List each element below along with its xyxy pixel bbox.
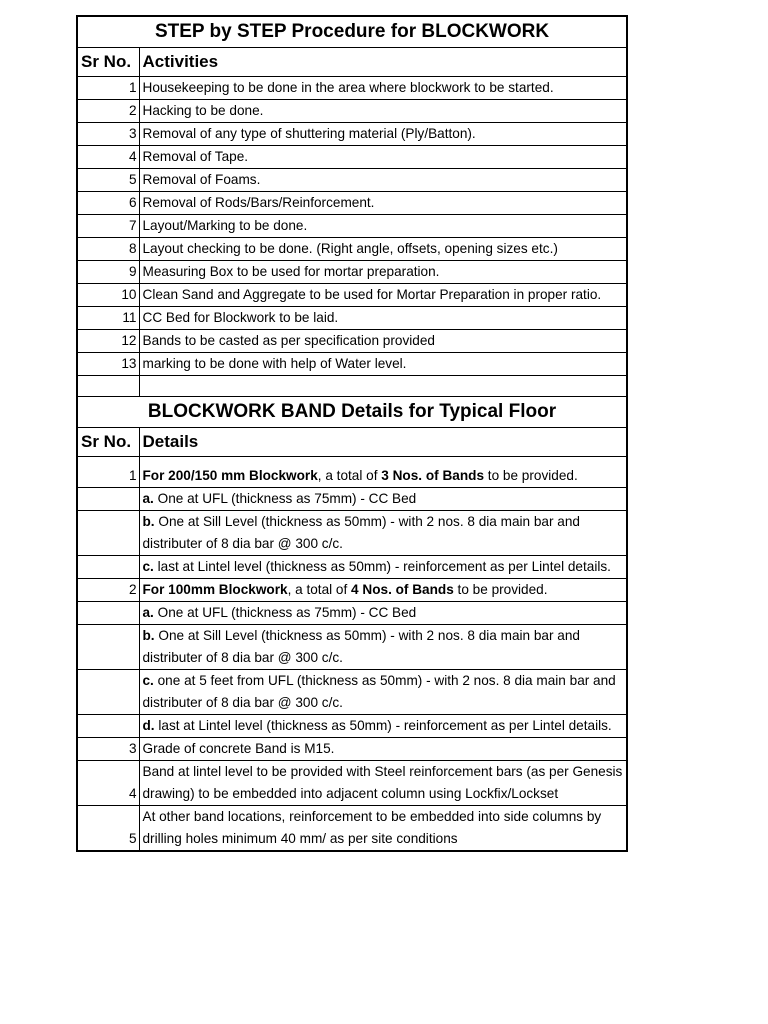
- band-subitem-tag: a.: [142, 605, 154, 620]
- band-item-text: Grade of concrete Band is M15.: [139, 738, 627, 761]
- procedure-row-text: marking to be done with help of Water level.: [139, 353, 627, 376]
- band-subitem-body: last at Lintel level (thickness as 50mm) - reinforcement as per Lintel details.: [154, 718, 612, 733]
- procedure-row-number: 2: [77, 100, 139, 123]
- band-item-text-part: , a total of: [287, 582, 352, 597]
- procedure-col-activities: Activities: [139, 48, 627, 77]
- procedure-row: [77, 77, 627, 100]
- band-subitem-text: [139, 602, 627, 625]
- band-subitem-text: [139, 715, 627, 738]
- procedure-row: [77, 284, 627, 307]
- band-col-details: Details: [139, 428, 627, 457]
- band-item-text: Band at lintel level to be provided with Steel reinforcement bars (as per Genesis drawing) to be embedded into adjacent column using Lockfix/Lockset: [139, 761, 627, 806]
- procedure-row: [77, 146, 627, 169]
- empty-cell: [77, 511, 139, 556]
- procedure-row-text: Layout/Marking to be done.: [139, 215, 627, 238]
- empty-cell: [139, 376, 627, 397]
- band-subitem-tag: d.: [142, 718, 155, 733]
- procedure-row-text: Removal of Tape.: [139, 146, 627, 169]
- band-item-number: 3: [77, 738, 139, 761]
- procedure-row: [77, 100, 627, 123]
- empty-cell: [77, 488, 139, 511]
- band-subitem-body: last at Lintel level (thickness as 50mm) - reinforcement as per Lintel details.: [153, 559, 611, 574]
- procedure-row-text: Removal of any type of shuttering material (Ply/Batton).: [139, 123, 627, 146]
- procedure-row-number: 5: [77, 169, 139, 192]
- procedure-row: [77, 169, 627, 192]
- procedure-row-number: 11: [77, 307, 139, 330]
- band-title: BLOCKWORK BAND Details for Typical Floor: [77, 397, 627, 428]
- empty-cell: [77, 556, 139, 579]
- band-subitem-text: [139, 488, 627, 511]
- band-subitem-text: [139, 670, 627, 715]
- procedure-row-text: Hacking to be done.: [139, 100, 627, 123]
- procedure-row-number: 7: [77, 215, 139, 238]
- procedure-row-number: 6: [77, 192, 139, 215]
- band-col-sr: Sr No.: [77, 428, 139, 457]
- band-item-text: At other band locations, reinforcement to be embedded into side columns by drilling holes minimum 40 mm/ as per site conditions: [139, 806, 627, 852]
- band-subitem-row: [77, 715, 627, 738]
- band-subitem-body: one at 5 feet from UFL (thickness as 50mm) - with 2 nos. 8 dia main bar and distributer of 8 dia bar @ 300 c/c.: [142, 673, 616, 710]
- band-item1-subitems: [77, 488, 627, 579]
- band-item-bold: 3 Nos. of Bands: [381, 468, 485, 483]
- band-subitem-text: [139, 511, 627, 556]
- band-subitem-tag: a.: [142, 491, 154, 506]
- band-item-text: [139, 579, 627, 602]
- procedure-row-text: Layout checking to be done. (Right angle, offsets, opening sizes etc.): [139, 238, 627, 261]
- band-item-number: 2: [77, 579, 139, 602]
- procedure-row: [77, 353, 627, 376]
- band-subitem-tag: b.: [142, 514, 155, 529]
- band-subitem-tag: b.: [142, 628, 155, 643]
- empty-cell: [77, 602, 139, 625]
- empty-cell: [77, 670, 139, 715]
- band-item-number: 4: [77, 761, 139, 806]
- band-subitem-row: [77, 488, 627, 511]
- procedure-row-text: Removal of Foams.: [139, 169, 627, 192]
- band-item-text-part: to be provided.: [453, 582, 548, 597]
- empty-cell: [77, 625, 139, 670]
- procedure-row: [77, 192, 627, 215]
- procedure-row-text: Bands to be casted as per specification provided: [139, 330, 627, 353]
- procedure-row-number: 4: [77, 146, 139, 169]
- procedure-row-number: 8: [77, 238, 139, 261]
- procedure-row-text: CC Bed for Blockwork to be laid.: [139, 307, 627, 330]
- band-item-number: 5: [77, 806, 139, 852]
- band-subitem-row: [77, 511, 627, 556]
- band-subitem-tag: c.: [142, 559, 154, 574]
- band-subitem-row: [77, 602, 627, 625]
- band-item-text-part: , a total of: [317, 468, 382, 483]
- band-item-bold: For 100mm Blockwork: [142, 582, 288, 597]
- procedure-row: [77, 215, 627, 238]
- procedure-row-number: 9: [77, 261, 139, 284]
- procedure-row-number: 13: [77, 353, 139, 376]
- procedure-row-number: 1: [77, 77, 139, 100]
- band-item-number: 1: [77, 457, 139, 488]
- procedure-row: [77, 261, 627, 284]
- procedure-row: [77, 123, 627, 146]
- procedure-row-text: Removal of Rods/Bars/Reinforcement.: [139, 192, 627, 215]
- band-subitem-text: [139, 625, 627, 670]
- procedure-row-number: 12: [77, 330, 139, 353]
- band-item-bold: For 200/150 mm Blockwork: [142, 468, 318, 483]
- empty-cell: [77, 715, 139, 738]
- band-item-bold: 4 Nos. of Bands: [351, 582, 454, 597]
- procedure-rows: [77, 77, 627, 376]
- band-subitem-row: [77, 670, 627, 715]
- band-item-text-part: to be provided.: [484, 468, 578, 483]
- blockwork-table: [76, 15, 628, 852]
- band-subitem-body: One at Sill Level (thickness as 50mm) - with 2 nos. 8 dia main bar and distributer of 8 dia bar @ 300 c/c.: [142, 628, 580, 665]
- procedure-row-text: Measuring Box to be used for mortar preparation.: [139, 261, 627, 284]
- procedure-row-number: 3: [77, 123, 139, 146]
- band-subitem-tag: c.: [142, 673, 154, 688]
- band-subitem-body: One at UFL (thickness as 75mm) - CC Bed: [153, 605, 417, 620]
- procedure-sheet: [76, 15, 626, 852]
- procedure-row: [77, 307, 627, 330]
- procedure-row-number: 10: [77, 284, 139, 307]
- procedure-col-sr: Sr No.: [77, 48, 139, 77]
- band-item2-subitems: [77, 602, 627, 738]
- band-subitem-row: [77, 556, 627, 579]
- band-subitem-body: One at Sill Level (thickness as 50mm) - with 2 nos. 8 dia main bar and distributer of 8 dia bar @ 300 c/c.: [142, 514, 580, 551]
- procedure-row-text: Housekeeping to be done in the area where blockwork to be started.: [139, 77, 627, 100]
- procedure-title: STEP by STEP Procedure for BLOCKWORK: [77, 16, 627, 48]
- procedure-row: [77, 330, 627, 353]
- band-subitem-body: One at UFL (thickness as 75mm) - CC Bed: [153, 491, 417, 506]
- band-subitem-text: [139, 556, 627, 579]
- procedure-row: [77, 238, 627, 261]
- empty-cell: [77, 376, 139, 397]
- band-subitem-row: [77, 625, 627, 670]
- procedure-row-text: Clean Sand and Aggregate to be used for Mortar Preparation in proper ratio.: [139, 284, 627, 307]
- band-item-text: [139, 457, 627, 488]
